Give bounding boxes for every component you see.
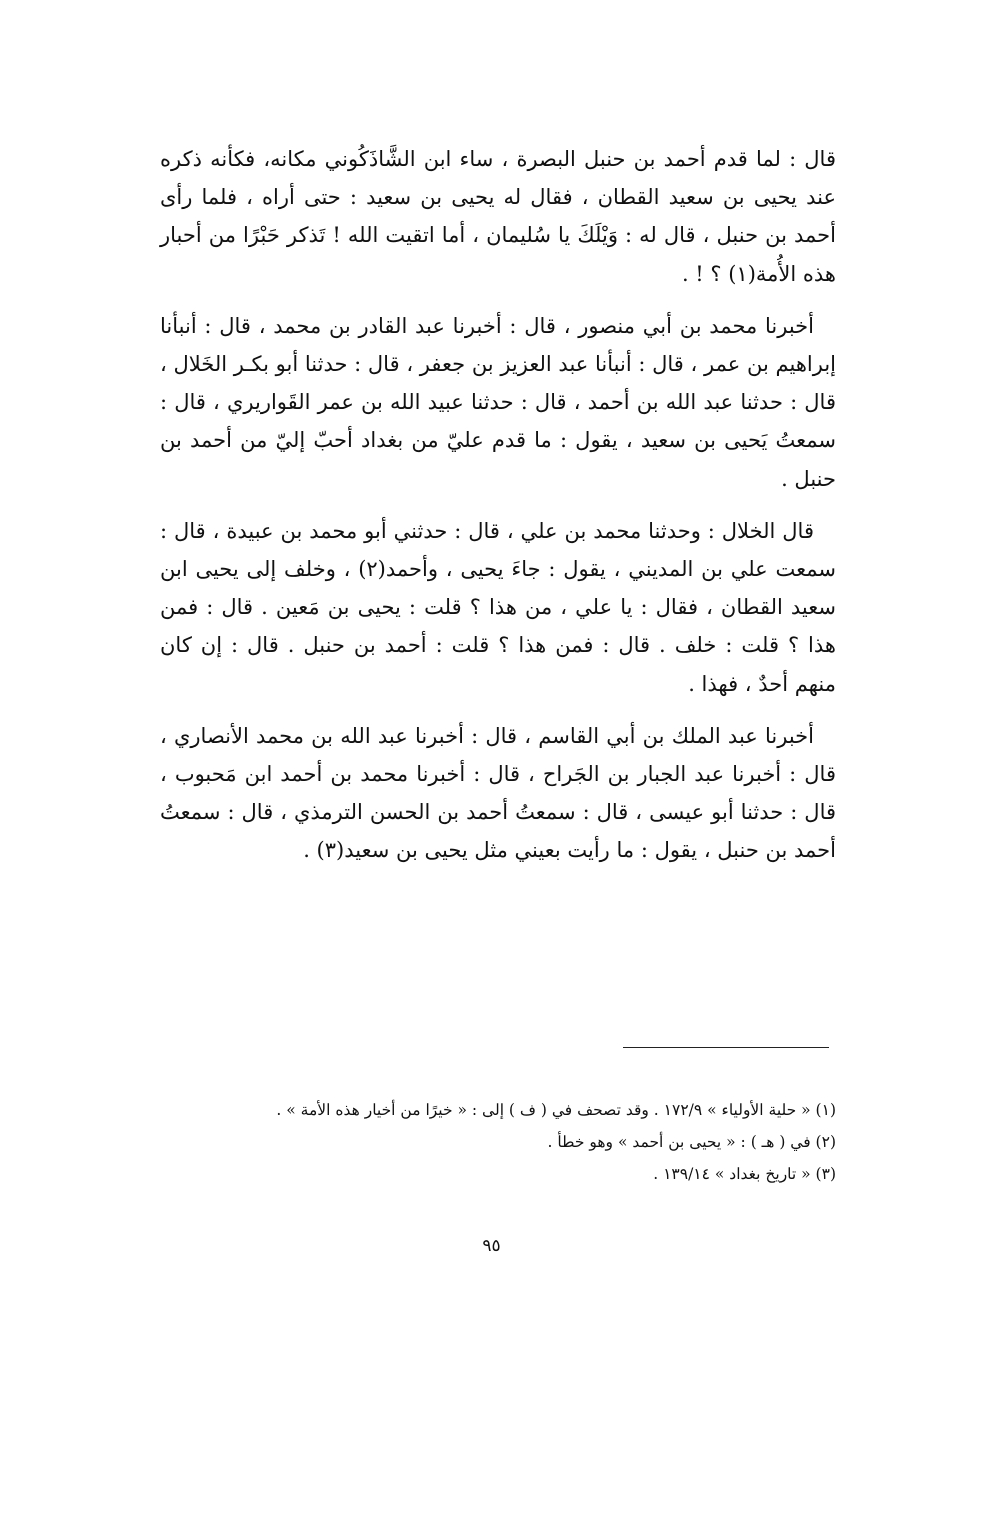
paragraph-3: قال الخلال : وحدثنا محمد بن علي ، قال : حدثني أبو محمد بن عبيدة ، قال : سمعت علي بن المديني ، يقول : جاءَ يحيى ، وأحمد(٢) ، وخلف إلى يحيى ابن سعيد القطان ، فقال : يا علي ، من هذا ؟ قلت : يحيى بن مَعين . قال : فمن هذا ؟ قلت : خلف . قال : فمن هذا ؟ قلت : أحمد بن حنبل . قال : إن كان منهم أحدٌ ، فهذا .	[160, 518, 836, 696]
paragraph-4: أخبرنا عبد الملك بن أبي القاسم ، قال : أخبرنا عبد الله بن محمد الأنصاري ، قال : أخبرنا عبد الجبار بن الجَراح ، قال : أخبرنا محمد بن أحمد ابن مَحبوب ، قال : حدثنا أبو عيسى ، قال : سمعتُ أحمد بن الحسن الترمذي ، قال : سمعتُ أحمد بن حنبل ، يقول : ما رأيت بعيني مثل يحيى بن سعيد(٣) .	[160, 723, 836, 863]
footnote-2: (٢) في ( هـ ) : « يحيى بن أحمد » وهو خطأ .	[547, 1133, 836, 1151]
paragraph-2: أخبرنا محمد بن أبي منصور ، قال : أخبرنا عبد القادر بن محمد ، قال : أنبأنا إبراهيم بن عمر ، قال : أنبأنا عبد العزيز بن جعفر ، قال : حدثنا أبو بكـر الخَلال ، قال : حدثنا عبد الله بن أحمد ، قال : حدثنا عبيد الله بن عمر القَواريري ، قال : سمعتُ يَحيى بن سعيد ، يقول : ما قدم عليّ من بغداد أحبّ إليّ من أحمد بن حنبل .	[160, 313, 836, 491]
footnote-1: (١) « حلية الأولياء » ١٧٢/٩ . وقد تصحف في ( ف ) إلى : « خيرًا من أخيار هذه الأمة » .	[276, 1101, 836, 1119]
footnote-3: (٣) « تاريخ بغداد » ١٣٩/١٤ .	[653, 1165, 836, 1183]
page-number: ٩٥	[482, 1236, 501, 1256]
footnotes	[180, 1094, 836, 1190]
paragraph-1: قال : لما قدم أحمد بن حنبل البصرة ، ساء ابن الشَّاذَكُوني مكانه، فكأنه ذكره عند يحيى بن سعيد القطان ، فقال له يحيى بن سعيد : حتى أراه ، فلما رأى أحمد بن حنبل ، قال له : وَيْلَكَ يا سُليمان ، أما اتقيت الله ! تَذكر حَبْرًا من أحبار هذه الأُمة(١) ؟ ! .	[160, 147, 836, 286]
footnote-divider	[623, 1047, 829, 1048]
main-text	[160, 140, 836, 884]
